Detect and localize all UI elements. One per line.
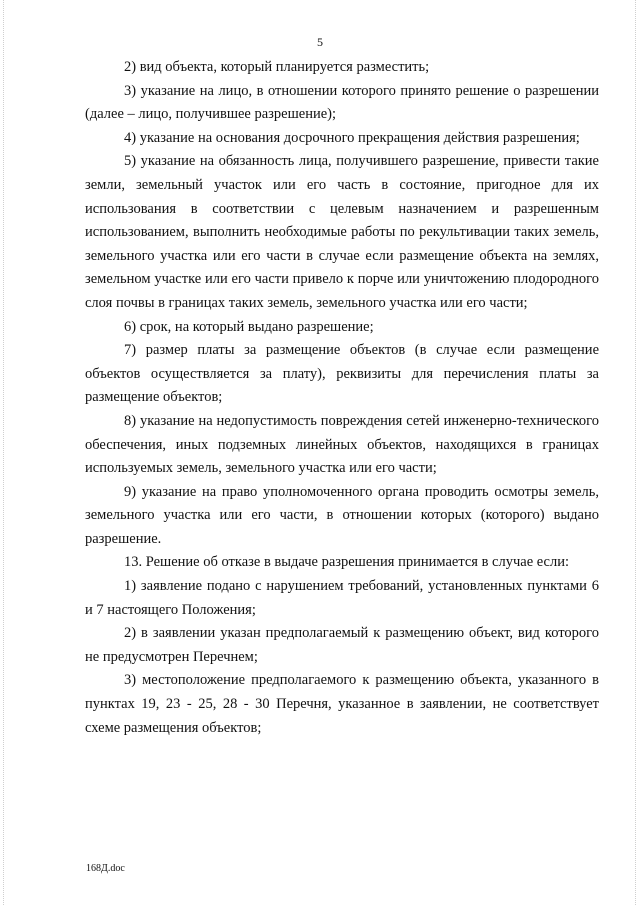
paragraph: 8) указание на недопустимость повреждения сетей инженерно-технического обеспечения, иных подземных линейных объектов, находящихся в границах используемых земель, земельного участка или его части; bbox=[85, 412, 599, 477]
page-number: 5 bbox=[317, 35, 323, 49]
document-body bbox=[85, 56, 599, 740]
paragraph: 13. Решение об отказе в выдаче разрешения принимается в случае если: bbox=[124, 554, 570, 571]
paragraph: 6) срок, на который выдано разрешение; bbox=[124, 318, 374, 335]
paragraph: 2) в заявлении указан предполагаемый к размещению объект, вид которого не предусмотрен Перечнем; bbox=[85, 625, 599, 665]
paragraph: 2) вид объекта, который планируется разместить; bbox=[124, 59, 430, 75]
paragraph: 3) указание на лицо, в отношении которого принято решение о разрешении (далее – лицо, получившее разрешение); bbox=[85, 82, 599, 123]
scan-edge-left bbox=[3, 0, 4, 905]
paragraph: 7) размер платы за размещение объектов (в случае если размещение объектов осуществляется за плату), реквизиты для перечисления платы за размещение объектов; bbox=[85, 342, 599, 406]
paragraph: 5) указание на обязанность лица, получившего разрешение, привести такие земли, земельный участок или его часть в состояние, пригодное для их использования в соответствии с целевым назначением и разрешенным использованием, выполнить необходимые работы по рекультивации таких земель, земельного участка или его части в случае если размещение объекта на землях, земельном участке или его части привело к порче или уничтожению плодородного слоя почвы в границах таких земель, земельного участка или его части; bbox=[85, 153, 599, 311]
paragraph: 4) указание на основания досрочного прекращения действия разрешения; bbox=[124, 129, 580, 146]
paragraph: 1) заявление подано с нарушением требований, установленных пунктами 6 и 7 настоящего Положения; bbox=[85, 578, 599, 618]
paragraph: 9) указание на право уполномоченного органа проводить осмотры земель, земельного участка или его части, в отношении которых (которого) выдано разрешение. bbox=[85, 483, 599, 547]
scan-edge-right bbox=[635, 0, 636, 905]
footer-file-name: 168Д.doc bbox=[86, 863, 125, 874]
paragraph: 3) местоположение предполагаемого к размещению объекта, указанного в пунктах 19, 23 - 25, 28 - 30 Перечня, указанное в заявлении, не соответствует схеме размещения объектов; bbox=[85, 672, 599, 736]
